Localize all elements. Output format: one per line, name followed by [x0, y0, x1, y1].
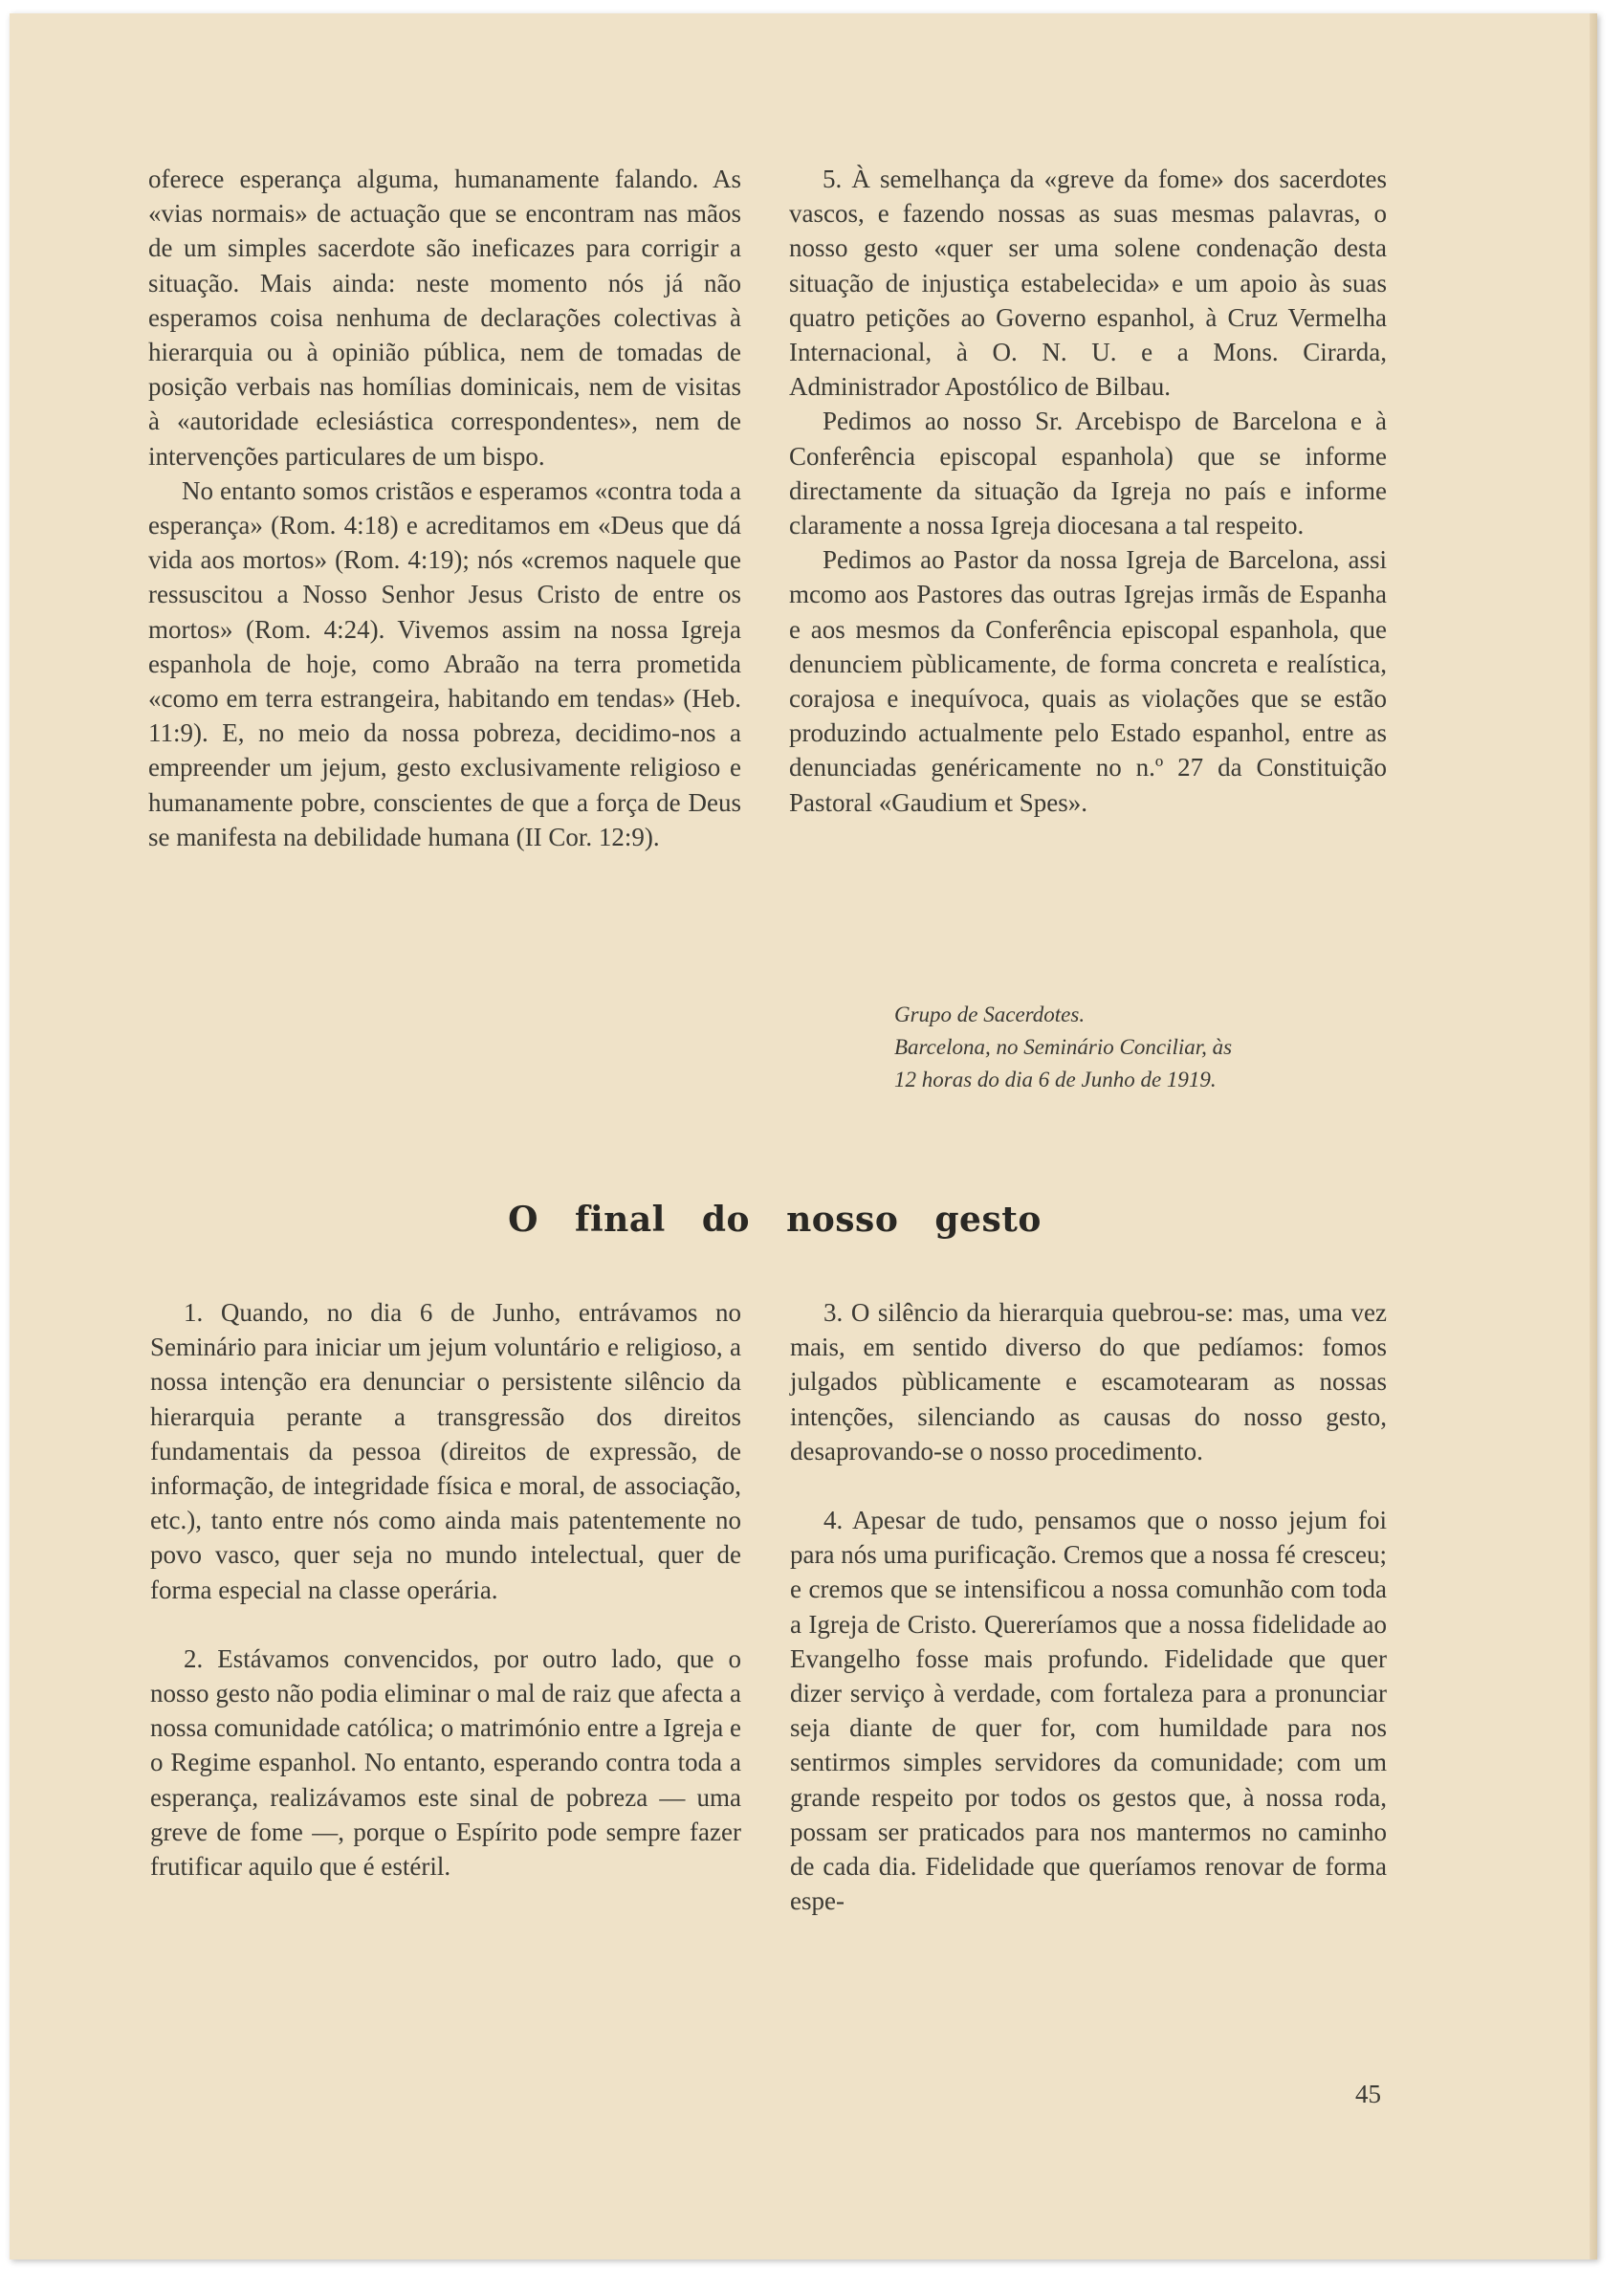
page-edge — [1590, 13, 1597, 2259]
paragraph: Pedimos ao Pastor da nossa Igreja de Barcelona, assi mcomo aos Pastores das outras Igrejas irmãs de Espanha e aos mesmos da Conferência episcopal espanhola, que denunciem pùblicamente, de forma concreta e realística, corajosa e inequívoca, quais as violações que se estão produzindo actualmente pelo Estado espanhol, entre as denunciadas genéricamente no n.º 27 da Constituição Pastoral «Gaudium et Spes». — [789, 545, 1387, 817]
paragraph: 2. Estávamos convencidos, por outro lado, que o nosso gesto não podia eliminar o mal de raiz que afecta a nossa comunidade católica; o matrimónio entre a Igreja e o Regime espanhol. No entanto, esperando contra toda a esperança, realizávamos este sinal de pobreza — uma greve de fome —, porque o Espírito pode sempre fazer frutificar aquilo que é estéril. — [150, 1643, 741, 1882]
page-number: 45 — [1355, 2080, 1381, 2108]
paragraph: 3. O silêncio da hierarquia quebrou-se: mas, uma vez mais, em sentido diverso do que pedíamos: fomos julgados pùblicamente e escamotearam as nossas intenções, silenciando as causas do nosso gesto, desaprovando-se o nosso procedimento. — [790, 1298, 1387, 1466]
bottom-left-column — [150, 1295, 741, 1884]
signature-block — [894, 999, 1232, 1096]
section-heading: O final do nosso gesto — [508, 1200, 1042, 1240]
signature-line: Grupo de Sacerdotes. — [894, 1003, 1086, 1026]
signature-line: Barcelona, no Seminário Conciliar, às — [894, 1035, 1233, 1059]
top-left-column — [148, 162, 741, 854]
paragraph: oferece esperança alguma, humanamente falando. As «vias normais» de actuação que se encontram nas mãos de um simples sacerdote são ineficazes para corrigir a situação. Mais ainda: neste momento nós já não esperamos coisa nenhuma de declarações colectivas à hierarquia ou à opinião pública, nem de tomadas de posição verbais nas homílias dominicais, nem de visitas à «autoridade eclesiástica correspondentes», nem de intervenções particulares de um bispo. — [148, 165, 741, 471]
paragraph: 5. À semelhança da «greve da fome» dos sacerdotes vascos, e fazendo nossas as suas mesmas palavras, o nosso gesto «quer ser uma solene condenação desta situação de injustiça estabelecida» e um apoio às suas quatro petições ao Governo espanhol, à Cruz Vermelha Internacional, à O. N. U. e a Mons. Cirarda, Administrador Apostólico de Bilbau. — [789, 165, 1387, 402]
paragraph: Pedimos ao nosso Sr. Arcebispo de Barcelona e à Conferência episcopal espanhola) que se informe directamente da situação da Igreja no país e informe claramente a nossa Igreja diocesana a tal respeito. — [789, 407, 1387, 540]
paragraph: No entanto somos cristãos e esperamos «contra toda a esperança» (Rom. 4:18) e acreditamos em «Deus que dá vida aos mortos» (Rom. 4:19); nós «cremos naquele que ressuscitou a Nosso Senhor Jesus Cristo de entre os mortos» (Rom. 4:24). Vivemos assim na nossa Igreja espanhola de hoje, como Abraão na terra prometida «como em terra estrangeira, habitando em tendas» (Heb. 11:9). E, no meio da nossa pobreza, decidimo-nos a empreender um jejum, gesto exclusivamente religioso e humanamente pobre, conscientes de que a força de Deus se manifesta na debilidade humana (II Cor. 12:9). — [148, 475, 741, 851]
signature-line: 12 horas do dia 6 de Junho de 1919. — [894, 1068, 1217, 1091]
document-page — [10, 13, 1597, 2259]
paragraph: 1. Quando, no dia 6 de Junho, entrávamos no Seminário para iniciar um jejum voluntário e religioso, a nossa intenção era denunciar o persistente silêncio da hierarquia perante a transgressão dos direitos fundamentais da pessoa (direitos de expressão, de informação, de integridade física e moral, de associação, etc.), tanto entre nós como ainda mais patentemente no povo vasco, quer seja no mundo intelectual, quer de forma especial na classe operária. — [150, 1298, 741, 1604]
top-right-column — [789, 162, 1387, 820]
bottom-right-column — [790, 1295, 1387, 1918]
paragraph: 4. Apesar de tudo, pensamos que o nosso jejum foi para nós uma purificação. Cremos que a nossa fé cresceu; e cremos que se intensificou a nossa comunhão com toda a Igreja de Cristo. Quereríamos que a nossa fidelidade ao Evangelho fosse mais profundo. Fidelidade que quer dizer serviço à verdade, com fortaleza para a pronunciar seja diante de quer for, com humildade para nos sentirmos simples servidores da comunidade; com um grande respeito por todos os gestos que, à nossa roda, possam ser praticados para nos mantermos no caminho de cada dia. Fidelidade que queríamos renovar de forma espe- — [790, 1506, 1387, 1916]
